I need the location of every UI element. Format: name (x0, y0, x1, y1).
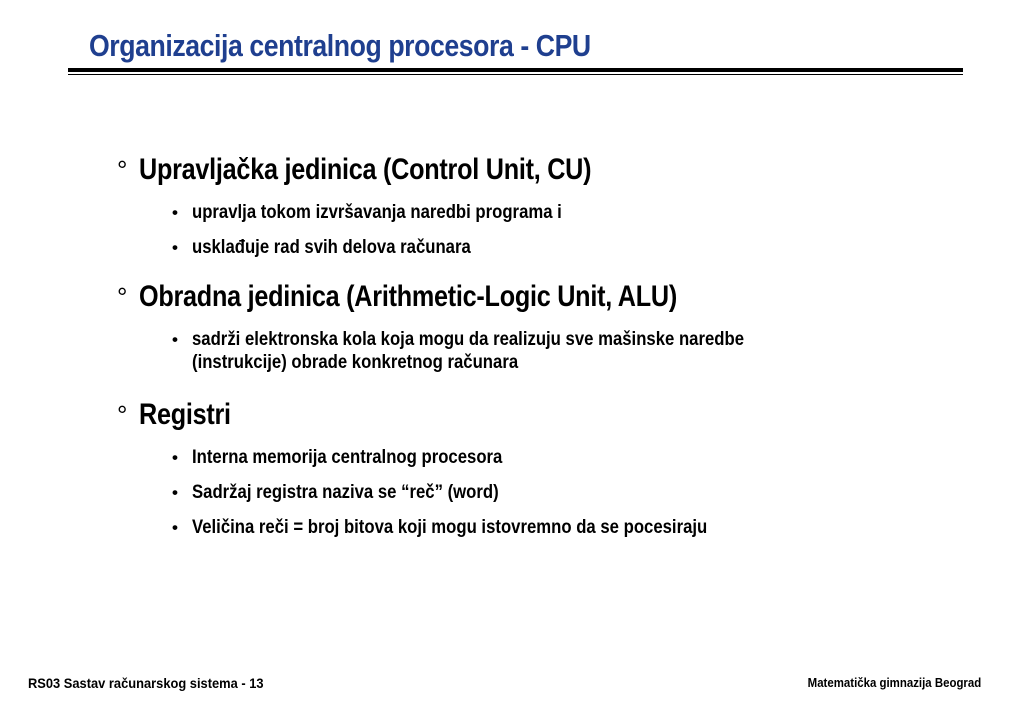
title-divider-thin (68, 74, 963, 75)
section-control-unit (117, 152, 937, 259)
sub-list (117, 328, 937, 374)
list-item (117, 201, 937, 224)
footer-institution: Matematička gimnazija Beograd (807, 675, 981, 690)
bullet-icon: • (172, 330, 178, 349)
list-item (117, 328, 937, 351)
title-divider (68, 68, 963, 72)
footer-slide-label: RS03 Sastav računarskog sistema - 13 (28, 675, 264, 691)
bullet-icon: • (172, 448, 178, 467)
degree-bullet-icon: ° (117, 400, 128, 430)
bullet-icon: • (172, 238, 178, 257)
list-item-text: upravlja tokom izvršavanja naredbi programa i (192, 202, 562, 223)
degree-bullet-icon: ° (117, 282, 128, 312)
section-heading-text: Obradna jedinica (Arithmetic-Logic Unit, ALU) (139, 280, 677, 313)
list-item-text: usklađuje rad svih delova računara (192, 237, 471, 258)
section-heading (117, 279, 937, 315)
section-heading-text: Registri (139, 398, 231, 431)
section-alu (117, 279, 937, 374)
list-item-continuation (117, 351, 937, 374)
degree-bullet-icon: ° (117, 155, 128, 185)
bullet-icon: • (172, 203, 178, 222)
list-item-text: sadrži elektronska kola koja mogu da realizuju sve mašinske naredbe (192, 329, 744, 350)
section-heading (117, 152, 937, 188)
list-item-text: Sadržaj registra naziva se “reč” (word) (192, 482, 499, 503)
sub-list (117, 201, 937, 259)
list-item (117, 236, 937, 259)
list-item-text: Interna memorija centralnog procesora (192, 447, 503, 468)
list-item-text: Veličina reči = broj bitova koji mogu istovremno da se pocesiraju (192, 517, 708, 538)
list-item (117, 516, 937, 539)
section-heading (117, 397, 937, 433)
sub-list (117, 446, 937, 539)
bullet-icon: • (172, 518, 178, 537)
section-registers (117, 397, 937, 539)
list-item (117, 481, 937, 504)
slide-title: Organizacija centralnog procesora - CPU (89, 28, 591, 63)
bullet-icon: • (172, 483, 178, 502)
section-heading-text: Upravljačka jedinica (Control Unit, CU) (139, 153, 592, 186)
list-item (117, 446, 937, 469)
list-item-text: (instrukcije) obrade konkretnog računara (192, 352, 519, 373)
